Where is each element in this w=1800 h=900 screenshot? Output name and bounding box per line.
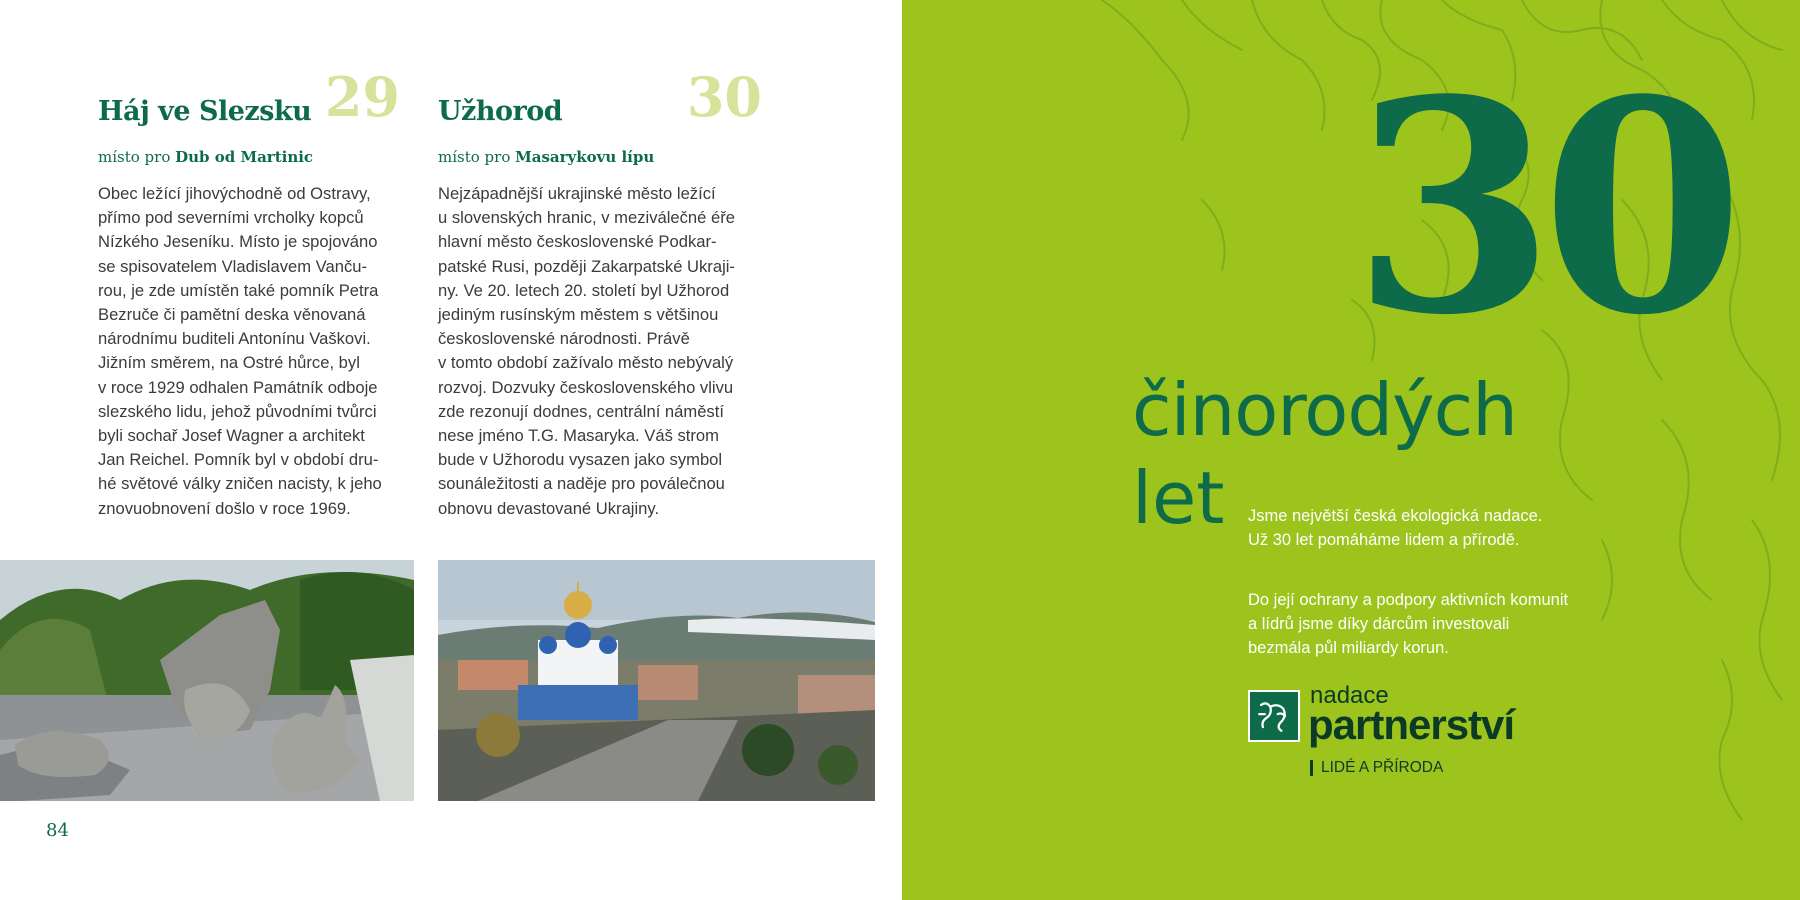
place-description: Obec ležící jihovýchodně od Ostravy, přímo pod severními vrcholky kopců Nízkého Jeseníku. Místo je spojováno se spisovatelem Vladislavem Vanču- rou, je zde umístěn také pomník Petra Bezruče či pamětní deska věnovaná národnímu buditeli Antonínu Vaškovi. Jižním směrem, na Ostré hůrce, byl v roce 1929 odhalen Památník odboje slezského lidu, jehož původními tvůrci byli sochař Josef Wagner a architekt Jan Reichel. Pomník byl v období dru- hé světové války zničen nacisty, k jeho znovuobnovení došlo v roce 1969. [98,184,382,518]
intro-text [1248,480,1628,696]
place-title: Užhorod [438,96,563,127]
logo-text-small: nadace [1310,682,1389,709]
entry-header [98,65,418,134]
page-number: 84 [46,820,69,841]
nadace-partnerstvi-logo [1248,684,1568,780]
city-church-photo [438,560,875,801]
entry-uzhorod [438,65,762,521]
big-thirty: 30 [1352,36,1731,379]
place-number: 30 [686,65,762,129]
entry-header [438,65,762,134]
tree-name: Masarykovu lípu [515,148,655,166]
nadace-logo-icon [1248,690,1300,742]
place-title: Háj ve Slezsku [98,96,312,127]
subtitle-prefix: místo pro [98,148,176,166]
stone-sculpture-photo [0,560,414,801]
place-number: 29 [324,65,400,129]
tree-subtitle [438,148,758,166]
intro-paragraph-2: Do její ochrany a podpory aktivních komunit a lídrů jsme díky dárcům investovali bezmála půl miliardy korun. [1248,591,1569,657]
logo-tagline: LIDÉ A PŘÍRODA [1310,760,1443,776]
entry-haj-ve-slezsku [98,65,418,521]
logo-text-big: partnerství [1308,701,1515,748]
subtitle-prefix: místo pro [438,148,516,166]
headline-line-1: činorodých [1132,368,1517,452]
tree-subtitle [98,148,418,166]
tree-name: Dub od Martinic [175,148,314,166]
headline-line-2: let [1132,456,1225,540]
place-description: Nejzápadnější ukrajinské město ležící u slovenských hranic, v meziválečné éře hlavní město československé Podkar- patské Rusi, později Zakarpatské Ukraji- ny. Ve 20. letech 20. století byl Užhorod jediným rusínským městem s většinou československé národnosti. Právě v tomto období zažívalo město nebývalý rozvoj. Dozvuky československého vlivu zde rezonují dodnes, centrální náměstí nese jméno T.G. Masaryka. Váš strom bude v Užhorodu vysazen jako symbol sounáležitosti a naděje pro poválečnou obnovu devastované Ukrajiny. [438,184,735,518]
right-page [902,0,1800,900]
intro-paragraph-1: Jsme největší česká ekologická nadace. Už 30 let pomáháme lidem a přírodě. [1248,507,1543,549]
